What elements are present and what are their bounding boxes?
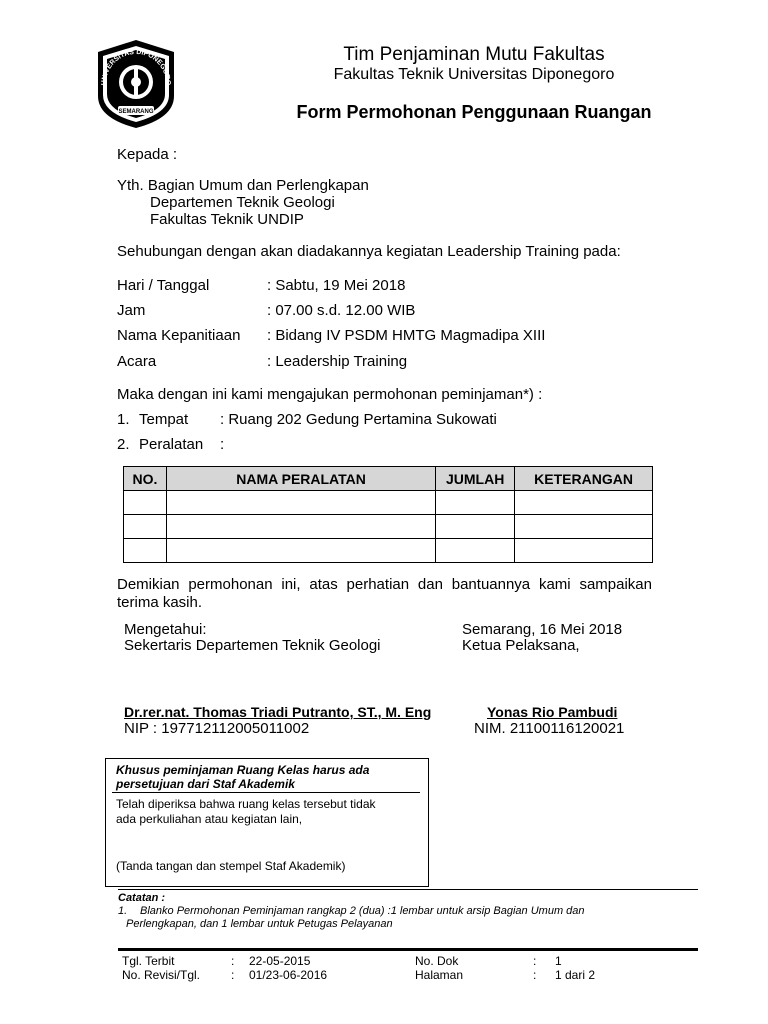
staff-box-heading2: persetujuan dari Staf Akademik: [116, 777, 295, 791]
header-line2: Fakultas Teknik Universitas Diponegoro: [333, 66, 615, 83]
left-signatory-id: NIP : 197712112005011002: [124, 720, 310, 737]
detail-label: Acara: [117, 353, 157, 370]
table-row: [124, 539, 653, 563]
item-value: : Ruang 202 Gedung Pertamina Sukowati: [220, 411, 497, 428]
table-cell[interactable]: [124, 491, 167, 515]
address-yth: Yth. Bagian Umum dan Perlengkapan: [117, 177, 369, 194]
detail-value: : 07.00 s.d. 12.00 WIB: [267, 302, 416, 319]
right-label1: Semarang, 16 Mei 2018: [462, 621, 623, 638]
table-row: [124, 491, 653, 515]
university-logo: [92, 38, 180, 130]
column-header: KETERANGAN: [515, 467, 653, 491]
staff-box-divider: [112, 792, 420, 793]
detail-label: Jam: [117, 302, 146, 319]
item-number: 2.: [117, 436, 130, 453]
staff-box-text2: ada perkuliahan atau kegiatan lain,: [116, 812, 303, 826]
table-cell[interactable]: [124, 515, 167, 539]
footer-colon: :: [231, 954, 235, 968]
footer-terbit-value: 22-05-2015: [249, 954, 311, 968]
table-cell[interactable]: [436, 491, 515, 515]
column-header: NO.: [124, 467, 167, 491]
item-label: Tempat: [139, 411, 189, 428]
table-header-row: [124, 467, 653, 491]
item-number: 1.: [117, 411, 130, 428]
table-cell[interactable]: [166, 491, 435, 515]
footer-colon: :: [533, 968, 537, 982]
footer-colon: :: [533, 954, 537, 968]
intro-text: Sehubungan dengan akan diadakannya kegiatan Leadership Training pada:: [117, 243, 621, 260]
footer-terbit-label: Tgl. Terbit: [122, 954, 175, 968]
left-label2: Sekertaris Departemen Teknik Geologi: [124, 637, 381, 654]
right-label2: Ketua Pelaksana,: [462, 637, 580, 654]
address-faculty: Fakultas Teknik UNDIP: [150, 211, 304, 228]
notes-line2: Perlengkapan, dan 1 lembar untuk Petugas Pelayanan: [126, 918, 393, 930]
header-line1: Tim Penjaminan Mutu Fakultas: [343, 44, 605, 65]
closing-line2: terima kasih.: [117, 594, 203, 611]
footer-revisi-value: 01/23-06-2016: [249, 968, 328, 982]
logo-text-top: UNIVERSITAS DIPONEGORO: [100, 48, 172, 86]
table-cell[interactable]: [166, 515, 435, 539]
detail-value: : Leadership Training: [267, 353, 408, 370]
staff-box-heading1: Khusus peminjaman Ruang Kelas harus ada: [116, 763, 370, 777]
request-text: Maka dengan ini kami mengajukan permohonan peminjaman*) :: [117, 386, 543, 403]
item-value: :: [220, 436, 225, 453]
closing-line1: Demikian permohonan ini, atas perhatian dan bantuannya kami sampaikan: [117, 576, 652, 593]
notes-label: Catatan :: [118, 892, 166, 904]
table-cell[interactable]: [436, 515, 515, 539]
footer-colon: :: [231, 968, 235, 982]
staff-approval-box: [105, 758, 429, 887]
footer-halaman-value: 1 dari 2: [555, 968, 596, 982]
table-cell[interactable]: [515, 491, 653, 515]
detail-value: : Sabtu, 19 Mei 2018: [267, 277, 406, 294]
left-label1: Mengetahui:: [124, 621, 207, 638]
form-title: Form Permohonan Penggunaan Ruangan: [296, 102, 652, 122]
table-cell[interactable]: [515, 515, 653, 539]
item-label: Peralatan: [139, 436, 204, 453]
detail-label: Hari / Tanggal: [117, 277, 210, 294]
table-cell[interactable]: [515, 539, 653, 563]
notes-number: 1.: [118, 905, 128, 917]
kepada: Kepada :: [117, 146, 178, 163]
footer-halaman-label: Halaman: [415, 968, 464, 982]
notes-divider: [118, 889, 698, 890]
staff-box-text1: Telah diperiksa bahwa ruang kelas tersebut tidak: [116, 797, 376, 811]
table-cell[interactable]: [436, 539, 515, 563]
column-header: NAMA PERALATAN: [166, 467, 435, 491]
column-header: JUMLAH: [436, 467, 515, 491]
address-dept: Departemen Teknik Geologi: [150, 194, 335, 211]
detail-value: : Bidang IV PSDM HMTG Magmadipa XIII: [267, 327, 546, 344]
detail-label: Nama Kepanitiaan: [117, 327, 241, 344]
footer-dok-label: No. Dok: [415, 954, 459, 968]
staff-box-sign: (Tanda tangan dan stempel Staf Akademik): [116, 859, 346, 873]
table-cell[interactable]: [124, 539, 167, 563]
table-cell[interactable]: [166, 539, 435, 563]
footer-dok-value: 1: [555, 954, 562, 968]
logo-text-bottom: SEMARANG: [118, 109, 154, 115]
notes-line1: Blanko Permohonan Peminjaman rangkap 2 (dua) :1 lembar untuk arsip Bagian Umum dan: [140, 905, 585, 917]
table-row: [124, 515, 653, 539]
left-signatory-name: Dr.rer.nat. Thomas Triadi Putranto, ST., M. Eng: [124, 704, 432, 720]
equipment-table: [123, 466, 653, 563]
footer-divider: [118, 948, 698, 951]
right-signatory-id: NIM. 21100116120021: [474, 720, 625, 737]
footer-revisi-label: No. Revisi/Tgl.: [122, 968, 201, 982]
right-signatory-name: Yonas Rio Pambudi: [487, 704, 618, 720]
